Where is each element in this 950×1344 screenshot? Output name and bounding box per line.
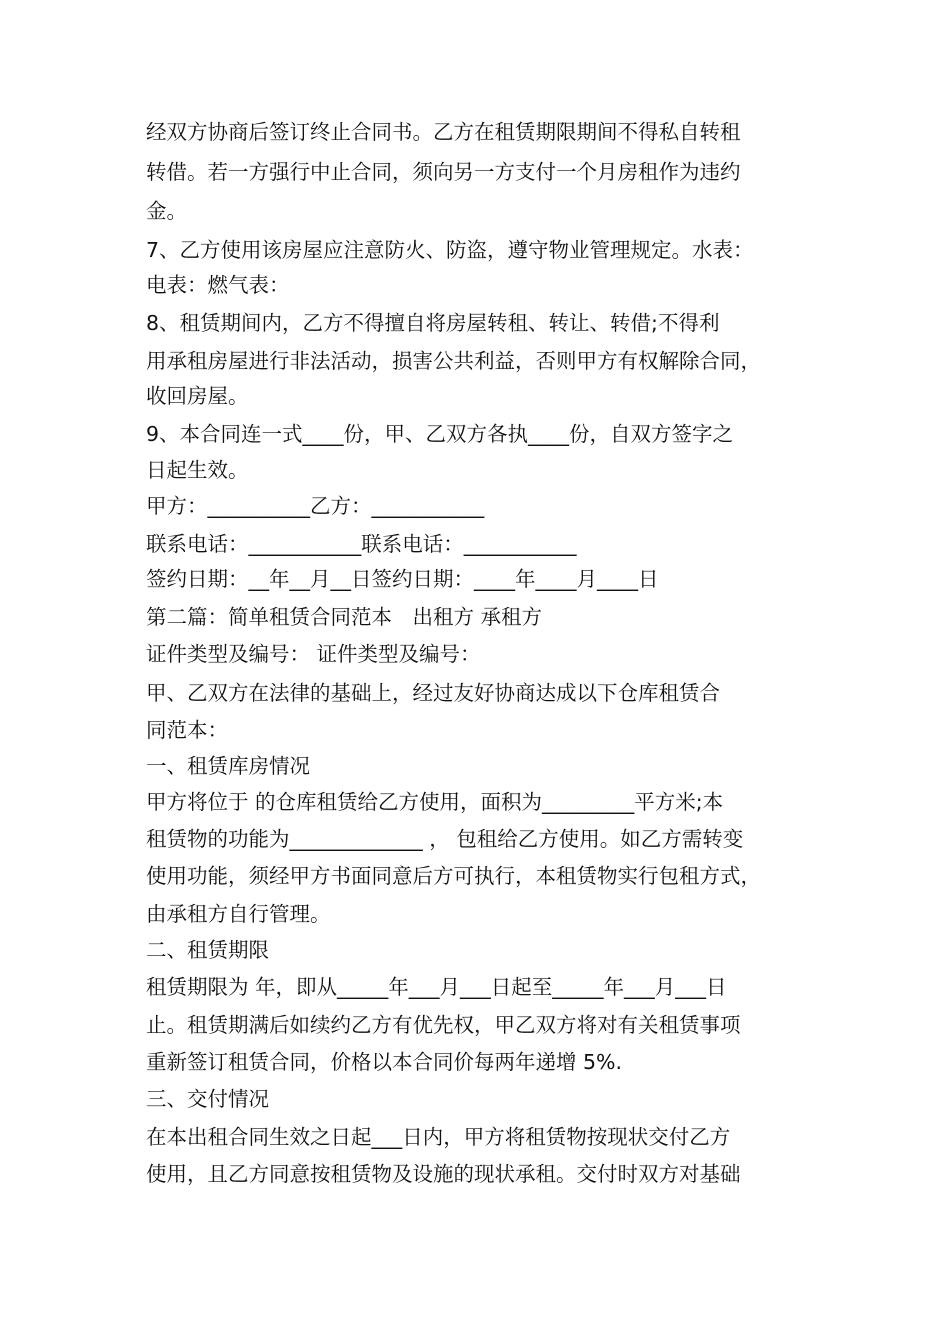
text-line-29: 使用，且乙方同意按租赁物及设施的现状承租。交付时双方对基础	[146, 1162, 741, 1186]
text-line-27: 三、交付情况	[146, 1087, 269, 1111]
text-line-16: 甲、乙双方在法律的基础上，经过友好协商达成以下仓库租赁合	[146, 681, 720, 705]
text-line-6: 8、租赁期间内，乙方不得擅自将房屋转租、转让、转借;不得利	[146, 311, 720, 335]
section-title-2: 第二篇：简单租赁合同范本 出租方 承租方	[146, 605, 543, 629]
text-line-18: 一、租赁库房情况	[146, 754, 310, 778]
text-line-21: 使用功能，须经甲方书面同意后方可执行，本租赁物实行包租方式，	[146, 864, 761, 888]
text-line-26: 重新签订租赁合同，价格以本合同价每两年递增 5%.	[146, 1050, 623, 1074]
text-line-23: 二、租赁期限	[146, 938, 269, 962]
text-line-19: 甲方将位于 的仓库租赁给乙方使用，面积为_________平方米;本	[146, 790, 724, 814]
text-line-4: 7、乙方使用该房屋应注意防火、防盗，遵守物业管理规定。水表：	[146, 238, 754, 262]
text-line-8: 收回房屋。	[146, 384, 249, 408]
text-line-22: 由承租方自行管理。	[146, 902, 331, 926]
text-line-1: 经双方协商后签订终止合同书。乙方在租赁期限期间不得私自转租	[146, 120, 741, 144]
text-line-17: 同范本：	[146, 718, 228, 742]
text-line-28: 在本出租合同生效之日起___日内，甲方将租赁物按现状交付乙方	[146, 1125, 731, 1149]
text-line-24: 租赁期限为 年，即从_____年___月___日起至_____年___月___日	[146, 975, 727, 999]
text-line-10: 日起生效。	[146, 458, 249, 482]
text-line-2: 转借。若一方强行中止合同，须向另一方支付一个月房租作为违约	[146, 160, 741, 184]
text-line-20: 租赁物的功能为_____________ ， 包租给乙方使用。如乙方需转变	[146, 827, 744, 851]
text-line-9: 9、本合同连一式____份，甲、乙双方各执____份，自双方签字之	[146, 422, 734, 446]
text-line-12: 联系电话：___________联系电话：___________	[146, 532, 577, 556]
text-line-7: 用承租房屋进行非法活动，损害公共利益，否则甲方有权解除合同，	[146, 349, 761, 373]
text-line-3: 金。	[146, 199, 187, 223]
text-line-15: 证件类型及编号： 证件类型及编号：	[146, 642, 481, 666]
text-line-11: 甲方：__________乙方：___________	[146, 494, 485, 518]
text-line-5: 电表：燃气表：	[146, 273, 290, 297]
text-line-25: 止。租赁期满后如续约乙方有优先权，甲乙双方将对有关租赁事项	[146, 1013, 741, 1037]
text-line-13: 签约日期：__年__月__日签约日期：____年____月____日	[146, 567, 659, 591]
